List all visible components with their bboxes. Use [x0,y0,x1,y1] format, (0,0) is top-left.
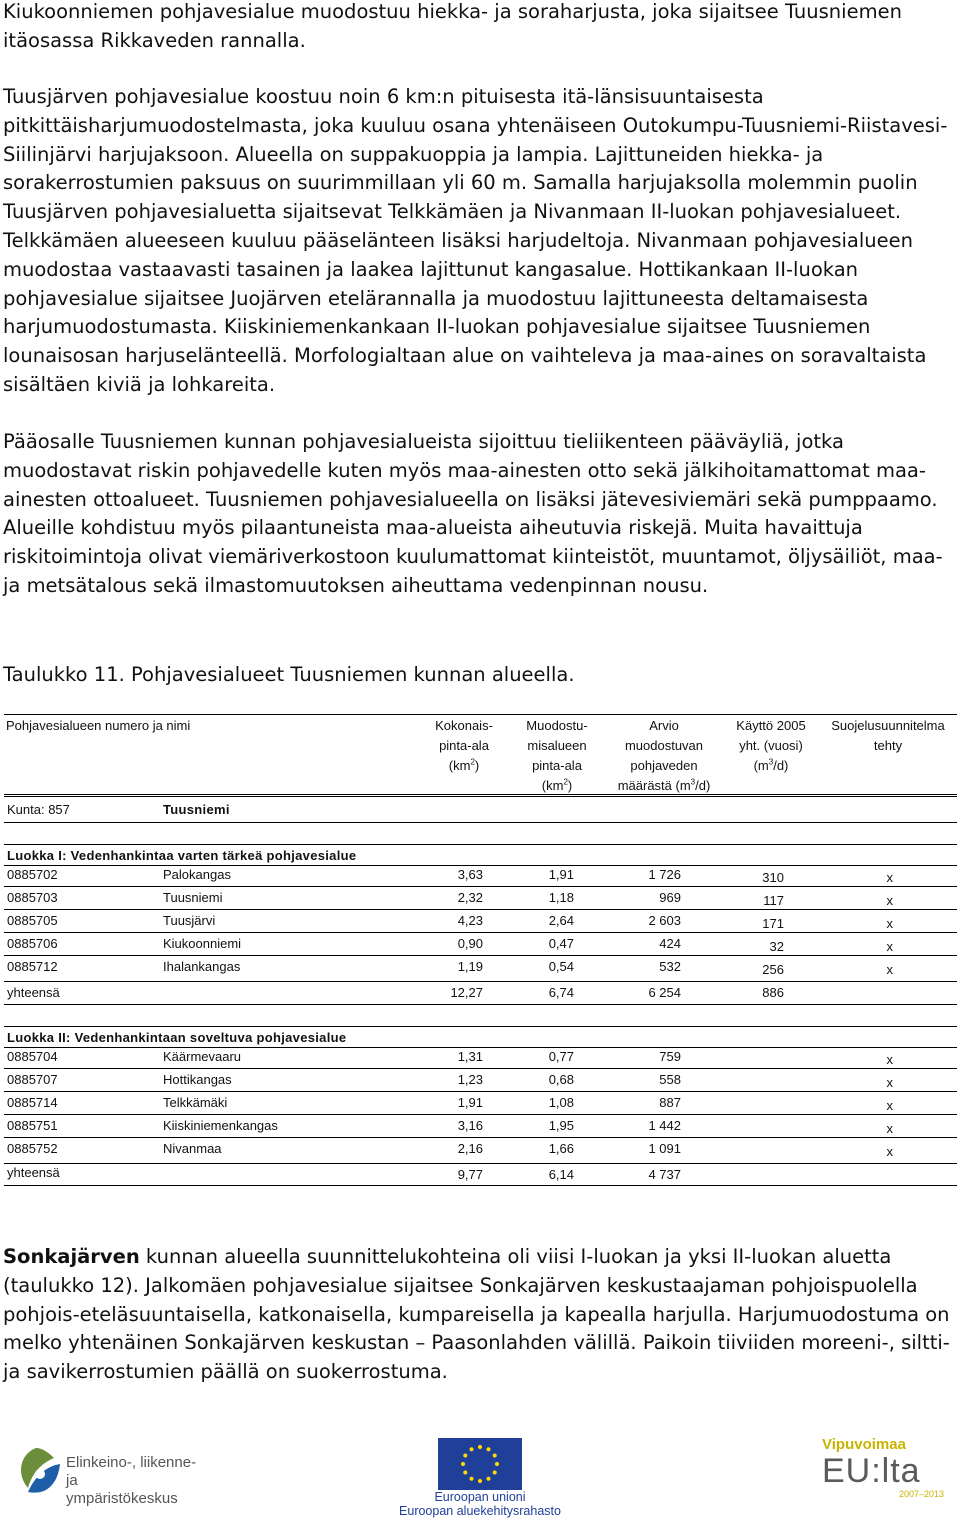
area-name: Tuusniemi [163,890,223,905]
area-name: Telkkämäki [163,1095,228,1110]
eu-star-icon [478,1479,482,1483]
table-rule [4,955,957,956]
formation-area: 0,68 [548,1072,574,1087]
area-number: 0885752 [7,1141,58,1156]
eu-star-icon [461,1462,465,1466]
eu-star-icon [493,1471,497,1475]
area-number: 0885714 [7,1095,58,1110]
eu-star-icon [478,1445,482,1449]
formation-area: 1,95 [548,1118,574,1133]
header-protection-plan: Suojelusuunnitelma tehty [831,718,945,753]
table-rule [4,1137,957,1138]
eu-star-icon [487,1477,491,1481]
protection-plan-mark: x [886,1075,893,1090]
paragraph-risks: Pääosalle Tuusniemen kunnan pohjavesialueista sijoittuu tieliikenteen pääväyliä, jotka muodostavat riskin pohjavedelle kuten myös maa-ainesten otto sekä jälkihoitamattomat maa-ainesten ottoalueet. Tuusniemen pohjavesialueella on lisäksi jätevesiviemäri sekä pumppaamo. Alueille kohdistuu myös pilaantuneista maa-alueista aiheutuvia riskejä. Muita havaittuja riskitoimintoja olivat viemäriverkostoon kuulumattomat kiinteistöt, muuntamot, öljysäiliöt, maa- ja metsätalous sekä ilmastomuutoksen aiheuttama vedenpinnan nousu. [3,430,943,597]
sum-total-area: 12,27 [450,985,483,1000]
paragraph-sonkajarvi [3,1243,953,1387]
table-rule [4,844,957,845]
formation-area: 1,08 [548,1095,574,1110]
table-rule [4,865,957,866]
kunta-name: Tuusniemi [163,802,230,817]
eu-star-icon [463,1454,467,1458]
usage: 171 [762,916,784,931]
area-number: 0885702 [7,867,58,882]
estimate: 759 [659,1049,681,1064]
ely-text-line2: ympäristökeskus [66,1490,178,1507]
eu-star-icon [463,1471,467,1475]
protection-plan-mark: x [886,916,893,931]
sum-estimate: 6 254 [648,985,681,1000]
sonkajarvi-bold: Sonkajärven [3,1245,140,1268]
header-formation-area: Muodostu- misalueen pinta-ala $(km^2)$ [526,718,588,793]
formation-area: 1,91 [548,867,574,882]
estimate: 532 [659,959,681,974]
estimate: 424 [659,936,681,951]
sum-estimate: 4 737 [648,1167,681,1182]
area-name: Käärmevaaru [163,1049,242,1064]
total-area: 1,19 [457,959,483,974]
area-name: Palokangas [163,867,231,882]
total-area: 1,91 [457,1095,483,1110]
area-name: Ihalankangas [163,959,241,974]
table-rule [4,1068,957,1069]
paragraph-intro: Kiukoonniemen pohjavesialue muodostuu hiekka- ja soraharjusta, joka sijaitsee Tuusniemen itäosassa Rikkaveden rannalla. [3,0,902,52]
total-area: 3,63 [457,867,483,882]
protection-plan-mark: x [886,893,893,908]
table-rule [4,822,957,823]
ely-logo [14,1444,204,1507]
area-name: Tuusjärvi [163,913,216,928]
usage: 117 [763,893,784,908]
eu-star-icon [493,1454,497,1458]
table-rule [4,932,957,933]
sum-usage: 886 [762,985,784,1000]
total-area: 2,16 [457,1141,483,1156]
ely-text-line1: Elinkeino-, liikenne- ja [66,1454,197,1489]
usage: 32 [769,939,784,954]
area-name: Nivanmaa [163,1141,222,1156]
area-number: 0885707 [7,1072,58,1087]
area-number: 0885704 [7,1049,58,1064]
sum-formation-area: 6,74 [548,985,574,1000]
eu-star-icon [487,1447,491,1451]
protection-plan-mark: x [886,1144,893,1159]
vip-text-line1: Vipuvoimaa [822,1436,906,1453]
total-area: 4,23 [457,913,483,928]
estimate: 1 442 [648,1118,681,1133]
estimate: 2 603 [648,913,681,928]
formation-area: 0,54 [548,959,574,974]
eu-star-icon [470,1447,474,1451]
table-rule [4,981,957,982]
header-estimate: Arvio muodostuvan pohjaveden määrästä $(m^3/d)$ [617,718,711,793]
kunta-label: Kunta: 857 [7,802,70,817]
sum-label: yhteensä [7,985,60,1000]
header-total-area: Kokonais- pinta-ala $(km^2)$ [435,718,493,773]
group-title-luokka-2: Luokka II: Vedenhankintaan soveltuva pohjavesialue [7,1030,347,1045]
table-rule [4,1114,957,1115]
protection-plan-mark: x [886,1098,893,1113]
formation-area: 1,66 [548,1141,574,1156]
usage: 310 [762,870,784,885]
area-name: Kiukoonniemi [163,936,242,951]
header-usage: Käyttö 2005 yht. (vuosi) $(m^3/d)$ [736,718,806,773]
formation-area: 0,77 [548,1049,574,1064]
estimate: 887 [659,1095,681,1110]
estimate: 1 091 [648,1141,681,1156]
area-name: Hottikangas [163,1072,232,1087]
total-area: 1,31 [457,1049,483,1064]
total-area: 1,23 [457,1072,483,1087]
paragraph-tuusjarvi: Tuusjärven pohjavesialue koostuu noin 6 km:n pituisesta itä-länsisuuntaisesta pitkittäisharjumuodostelmasta, joka kuuluu osana yhtenäiseen Outokumpu-Tuusniemi-Riistavesi-Siilinjärvi harjujaksoon. Alueella on suppakuoppia ja lampia. Lajittuneiden hiekka- ja sorakerrostumien paksuus on suurimmillaan yli 60 m. Samalla harjujaksolla molemmin puolin Tuusjärven pohjavesialuetta sijaitsevat Telkkämäen ja Nivanmaan II-luokan pohjavesialueet. Telkkämäen alueeseen kuuluu pääselänteen lisäksi harjudeltoja. Nivanmaan pohjavesialueen muodostaa vastaavasti tasainen ja laakea lajittunut kangasalue. Hottikankaan II-luokan pohjavesialue sijaitsee Juojärven etelärannalla ja muodostuu lajittuneesta deltamaisesta harjumuodostumasta. Kiiskiniemenkankaan II-luokan pohjavesialue sijaitsee Tuusniemen lounaisosan harjuselänteellä. Morfologialtaan alue on vaihteleva ja maa-aines on soravaltaista sisältäen kiviä ja lohkareita. [3,85,948,396]
sum-total-area: 9,77 [457,1167,483,1182]
area-number: 0885705 [7,913,58,928]
eu-text-line2: Euroopan aluekehitysrahasto [399,1504,561,1518]
total-area: 0,90 [457,936,483,951]
area-number: 0885703 [7,890,58,905]
table-rule [4,1047,957,1048]
header-area-name: Pohjavesialueen numero ja nimi [6,718,191,733]
total-area: 2,32 [457,890,483,905]
vipuvoimaa-logo [822,1436,952,1512]
sum-label: yhteensä [7,1165,60,1180]
protection-plan-mark: x [886,870,893,885]
total-area: 3,16 [457,1118,483,1133]
protection-plan-mark: x [886,962,893,977]
estimate: 1 726 [648,867,681,882]
ely-leaf-icon [14,1444,62,1502]
table-rule-bottom [4,1185,957,1186]
eu-star-icon [470,1477,474,1481]
eu-logo [385,1438,575,1518]
eu-text-line1: Euroopan unioni [434,1490,526,1504]
table-rule [4,886,957,887]
table-rule [4,909,957,910]
sum-formation-area: 6,14 [548,1167,574,1182]
vip-text-line2: EU:lta [822,1452,921,1490]
estimate: 558 [659,1072,681,1087]
table-rule [4,1004,957,1005]
formation-area: 2,64 [548,913,574,928]
usage: 256 [762,962,784,977]
table-caption: Taulukko 11. Pohjavesialueet Tuusniemen kunnan alueella. [3,663,575,686]
formation-area: 0,47 [548,936,574,951]
protection-plan-mark: x [886,1121,893,1136]
eu-flag-icon [438,1438,522,1490]
area-number: 0885751 [7,1118,58,1133]
eu-star-icon [495,1462,499,1466]
estimate: 969 [659,890,681,905]
area-name: Kiiskiniemenkangas [163,1118,278,1133]
protection-plan-mark: x [886,939,893,954]
table-rule [4,1091,957,1092]
table-rule-header [4,794,957,797]
area-number: 0885712 [7,959,58,974]
table-rule [4,1163,957,1164]
protection-plan-mark: x [886,1052,893,1067]
formation-area: 1,18 [548,890,574,905]
sonkajarvi-text: kunnan alueella suunnittelukohteina oli viisi I-luokan ja yksi II-luokan aluetta (taulukko 12). Jalkomäen pohjavesialue sijaitsee Sonkajärven keskustaajaman pohjoispuolella pohjois-eteläsuuntaisella, katkonaisella, kumpareisella ja kapealla harjulla. Harjumuodostuma on melko yhtenäinen Sonkajärven keskustan – Paasonlahden välillä. Paikoin tiiviiden moreeni-, siltti- ja savikerrostumien päällä on suokerrostuma. [3,1245,950,1384]
footer-logos [0,1430,960,1517]
group-title-luokka-1: Luokka I: Vedenhankintaa varten tärkeä pohjavesialue [7,848,357,863]
table-rule-top [4,714,957,715]
area-number: 0885706 [7,936,58,951]
vip-text-line3: 2007–2013 [898,1489,944,1499]
table-rule [4,1026,957,1027]
